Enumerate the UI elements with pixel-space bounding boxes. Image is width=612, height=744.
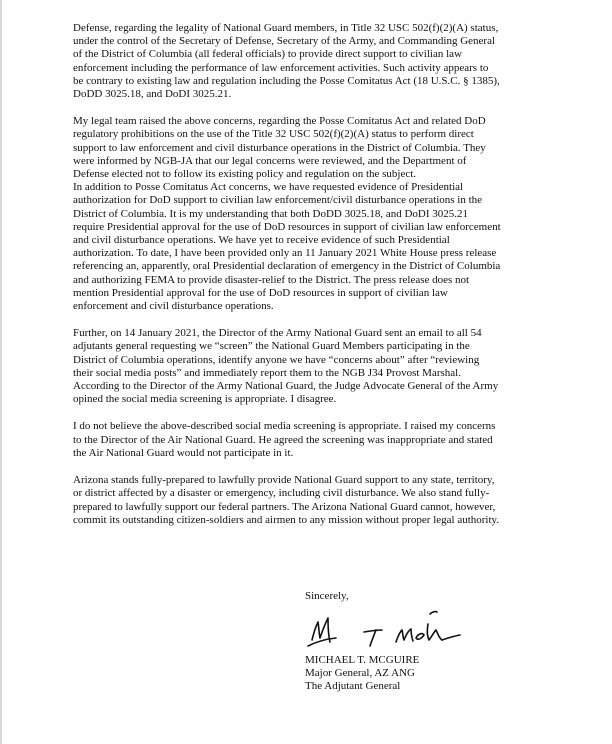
text-line: the Air National Guard would not participate in it. — [73, 446, 294, 459]
text-line: In addition to Posse Comitatus Act concerns, we have requested evidence of Presidential — [73, 181, 464, 194]
text-line: District of Columbia. It is my understanding that both DoDD 3025.18, and DoDI 3025.21 — [73, 207, 469, 220]
text-line: authorization. To date, I have been provided only an 11 January 2021 White House press release — [73, 247, 497, 260]
text-line: mention Presidential approval for the use of DoD resources in support of civilian law — [73, 286, 448, 299]
text-line: Defense elected not to follow its existing policy and regulation on the subject. — [73, 168, 417, 181]
text-line: of the District of Columbia (all federal officials) to provide direct support to civilian law — [73, 48, 462, 61]
text-line: enforcement including the performance of law enforcement activities. Such activity appears to — [73, 61, 489, 74]
text-line: DoDD 3025.18, and DoDI 3025.21. — [73, 88, 232, 101]
text-line: authorization for DoD support to civilian law enforcement/civil disturbance operations in the — [73, 194, 483, 207]
handwritten-signature — [306, 602, 464, 650]
text-line: commit its outstanding citizen-soldiers and airmen to any mission without proper legal authority. — [73, 513, 500, 526]
paragraph-arizona-commitment — [73, 474, 553, 527]
text-line: prepared to lawfully support our federal partners. The Arizona National Guard cannot, however, — [73, 500, 496, 513]
text-line: According to the Director of the Army National Guard, the Judge Advocate General of the Army — [73, 380, 499, 393]
text-line: opined the social media screening is appropriate. I disagree. — [73, 393, 337, 406]
text-line: Further, on 14 January 2021, the Director of the Army National Guard sent an email to all 54 — [73, 327, 482, 340]
text-line: referencing an, apparently, oral Presidential declaration of emergency in the District of Columbia — [73, 260, 501, 273]
text-line: require Presidential approval for the use of DoD resources in support of civilian law enforcement — [73, 220, 501, 233]
paragraph-legality — [73, 22, 553, 101]
letter-body — [73, 22, 553, 541]
text-line: Defense, regarding the legality of National Guard members, in Title 32 USC 502(f)(2)(A) status, — [73, 22, 499, 34]
text-line: enforcement and civil disturbance operations. — [73, 300, 274, 313]
text-line: under the control of the Secretary of Defense, Secretary of the Army, and Commanding General — [73, 35, 496, 48]
text-line: adjutants general requesting we “screen” the National Guard Members participating in the — [73, 340, 470, 353]
signer-name: MICHAEL T. MCGUIRE — [305, 654, 420, 666]
paragraph-presidential-authorization — [73, 181, 553, 313]
text-line: be contrary to existing law and regulation including the Posse Comitatus Act (18 U.S.C. § 1385), — [73, 74, 500, 87]
paragraph-disagreement — [73, 420, 553, 460]
paragraph-social-media-screening — [73, 327, 553, 406]
signer-rank: Major General, AZ ANG — [305, 667, 415, 680]
text-line: to the Director of the Air National Guard. He agreed the screening was inappropriate and stated — [73, 433, 493, 446]
text-line: I do not believe the above-described social media screening is appropriate. I raised my concerns — [73, 420, 496, 433]
text-line: regulatory prohibitions on the use of the Title 32 USC 502(f)(2)(A) status to perform direct — [73, 128, 474, 141]
text-line: My legal team raised the above concerns, regarding the Posse Comitatus Act and related DoD — [73, 115, 486, 128]
closing-salutation: Sincerely, — [305, 590, 349, 602]
text-line: Arizona stands fully-prepared to lawfully provide National Guard support to any state, territory, — [73, 474, 495, 487]
text-line: their social media posts” and immediately report them to the NGB J34 Provost Marshal. — [73, 366, 461, 379]
text-line: and civil disturbance operations. We have yet to receive evidence of such Presidential — [73, 234, 450, 247]
page-edge-divider — [0, 0, 2, 744]
signer-title: The Adjutant General — [305, 680, 401, 693]
text-line: or district affected by a disaster or emergency, including civil disturbance. We also stand fully- — [73, 487, 490, 500]
text-line: District of Columbia operations, identify anyone we have “concerns about” after “reviewing — [73, 353, 480, 366]
text-line: support to law enforcement and civil disturbance operations in the District of Columbia. They — [73, 141, 486, 154]
paragraph-legal-team — [73, 115, 553, 181]
text-line: were informed by NGB-JA that our legal concerns were reviewed, and the Department of — [73, 154, 467, 167]
signature-block — [305, 654, 419, 694]
text-line: and authorizing FEMA to provide disaster-relief to the District. The press release does not — [73, 273, 470, 286]
